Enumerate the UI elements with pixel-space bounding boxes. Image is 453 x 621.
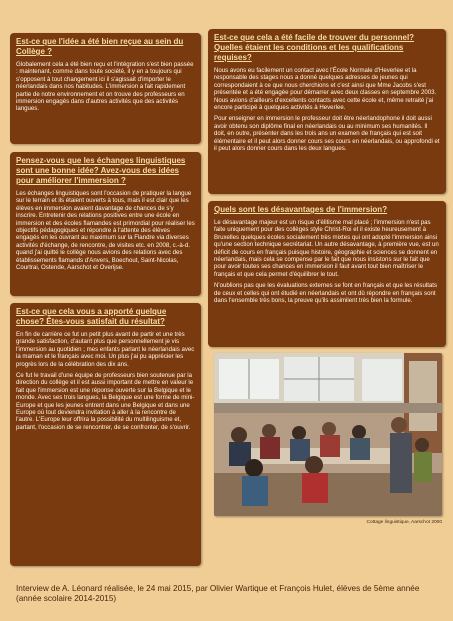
answer-paragraph: En fin de carrière ce fut un petit plus avant de partir et une très grande satisfaction, d'autant plus que personnellement je vis l'immersion au quotidien ; mes enfants parlant le néerlandais avec la maman et le français avec moi. Un plus j'ai pu apprécier les progrès lors de la célébration des dix ans. xyxy=(16,331,195,368)
interview-box-disadvantages xyxy=(208,201,446,347)
answer-paragraph: Le désavantage majeur est un risque d'élitisme mal placé ; l'immersion n'est pas faite uniquement pour des collèges style Christ-Roi et il existe heureusement à Bruxelles quelques écoles socialement très mixtes qui ont adopté l'immersion ainsi qu'une section technique secrétariat. Un autre désavantage, à première vue, est un déficit de cours en français puisque histoire, géographie et sciences se donnent en néerlandais, mais cela se compense par le fait que nous insistons sur le fait que pour avoir toutes ses chances en immersion il faut avant tout bien maîtriser le français et que cela permet d'équilibrer le tout. xyxy=(214,219,439,278)
question-heading: Est-ce que l'idée a été bien reçue au sein du Collège ? xyxy=(16,37,184,56)
answer-paragraph: Globalement cela a été bien reçu et l'intégration s'est bien passée : maintenant, comme dans toute société, il y en a toujours qui s'opposent à tout changement ici il s'agissait d'importer le néerlandais dans nos habitudes. L'immersion a fait rapidement partie de notre environnement et on trouve des professeurs en immersion engagés dans d'autres activités que des activités langues. xyxy=(16,61,194,113)
question-heading: Est-ce que cela a été facile de trouver du personnel? Quelles étaient les conditions et les qualifications requises? xyxy=(214,33,415,62)
answer-paragraph: Ce fut le travail d'une équipe de professeurs bien soutenue par la direction du collège et il est aussi important de mettre en valeur le fait que l'immersion est une réponse ouverte sur la Belgique et le monde. Avec ses trois langues, la Belgique est une forme de mini-Europe et que les jeunes entrent dans une Belgique et dans une Europe où tout deviendra invitation à aller à la rencontre de l'autre. L'Europe leur offrira la possibilité du multilinguisme et, partant, l'occasion de se rencontrer, de se confronter, de s'ouvrir. xyxy=(16,372,195,431)
classroom-scene-image xyxy=(214,353,442,516)
question-heading: Pensez-vous que les échanges linguistiques sont une bonne idée? Avez-vous des idées pour améliorer l'immersion ? xyxy=(16,156,186,185)
answer-paragraph: Pour enseigner en immersion le professeur doit être néerlandophone il doit aussi avoir obtenu son diplôme final en néerlandais ou au minimum ses humanités. Il doit, en outre, présenter dans les trois ans un examen de français qui est soit élémentaire et il peut alors donner cours ses cours en néerlandais, ou approfondi et il peut alors donner cours dans les deux langues. xyxy=(214,115,440,153)
interview-credit xyxy=(16,584,446,604)
interview-box-satisfaction xyxy=(10,303,201,566)
question-heading: Est-ce que cela vous a apporté quelque chose? Êtes-vous satisfait du résultat? xyxy=(16,307,167,326)
interview-box-integration xyxy=(10,33,201,144)
school-year-line: (année scolaire 2014-2015) xyxy=(16,594,117,603)
answer-paragraph: Les échanges linguistiques sont l'occasion de pratiquer la langue sur le terrain et ils étaient ouverts à tous, mais il est clair que les élèves en immersion avaient davantage de chances de s'y inscrire. Entretenir des relations positives entre une école en immersion et des écoles flamandes est primordial pour réaliser les objectifs pédagogiques et répondre à l'attente des élèves engagés en les ouvrant au maximum sur la Flandre via diverses activités d'échange, de rencontre, de visites etc. en 2008, c.-à-d. quand j'ai quitté le collège nous avions des relations avec des établissements flamands d'Anvers, Boechout, Saint-Nicolas, Courtrai, Ostende, Aarschot et Overijse. xyxy=(16,190,195,272)
photo-caption: Cottage linguistique, Aarschot 2000 xyxy=(366,520,442,525)
interview-credit-line: Interview de A. Léonard réalisée, le 24 mai 2015, par Olivier Wartique et François Hulet, élèves de 5ème année xyxy=(16,584,420,593)
answer-paragraph: Nous avons eu facilement un contact avec l'École Normale d'Heverlee et la responsable des stages nous a donné quelques adresses de jeunes qui correspondaient à ce que nous cherchions et c'est ainsi que Mme Jacobs s'est présentée et a été engagée pour démarrer avec deux classes en septembre 2003. Nous avions d'ailleurs d'excellents contacts avec cette école et, même retraité j'ai encore participé à quelques activités à Heverlee. xyxy=(214,67,437,112)
question-heading: Quels sont les désavantages de l'immersion? xyxy=(214,205,388,214)
classroom-photo xyxy=(214,353,442,516)
interview-box-staff xyxy=(208,29,446,194)
answer-paragraph: N'oublions pas que les évaluations externes se font en français et que les résultats de ceux et celles qui ont étudié en néerlandais et ont dû répondre en français sont dans l'ensemble très bons, la preuve qu'ils assimilent très bien la formule. xyxy=(214,282,438,305)
interview-box-exchanges xyxy=(10,152,201,296)
